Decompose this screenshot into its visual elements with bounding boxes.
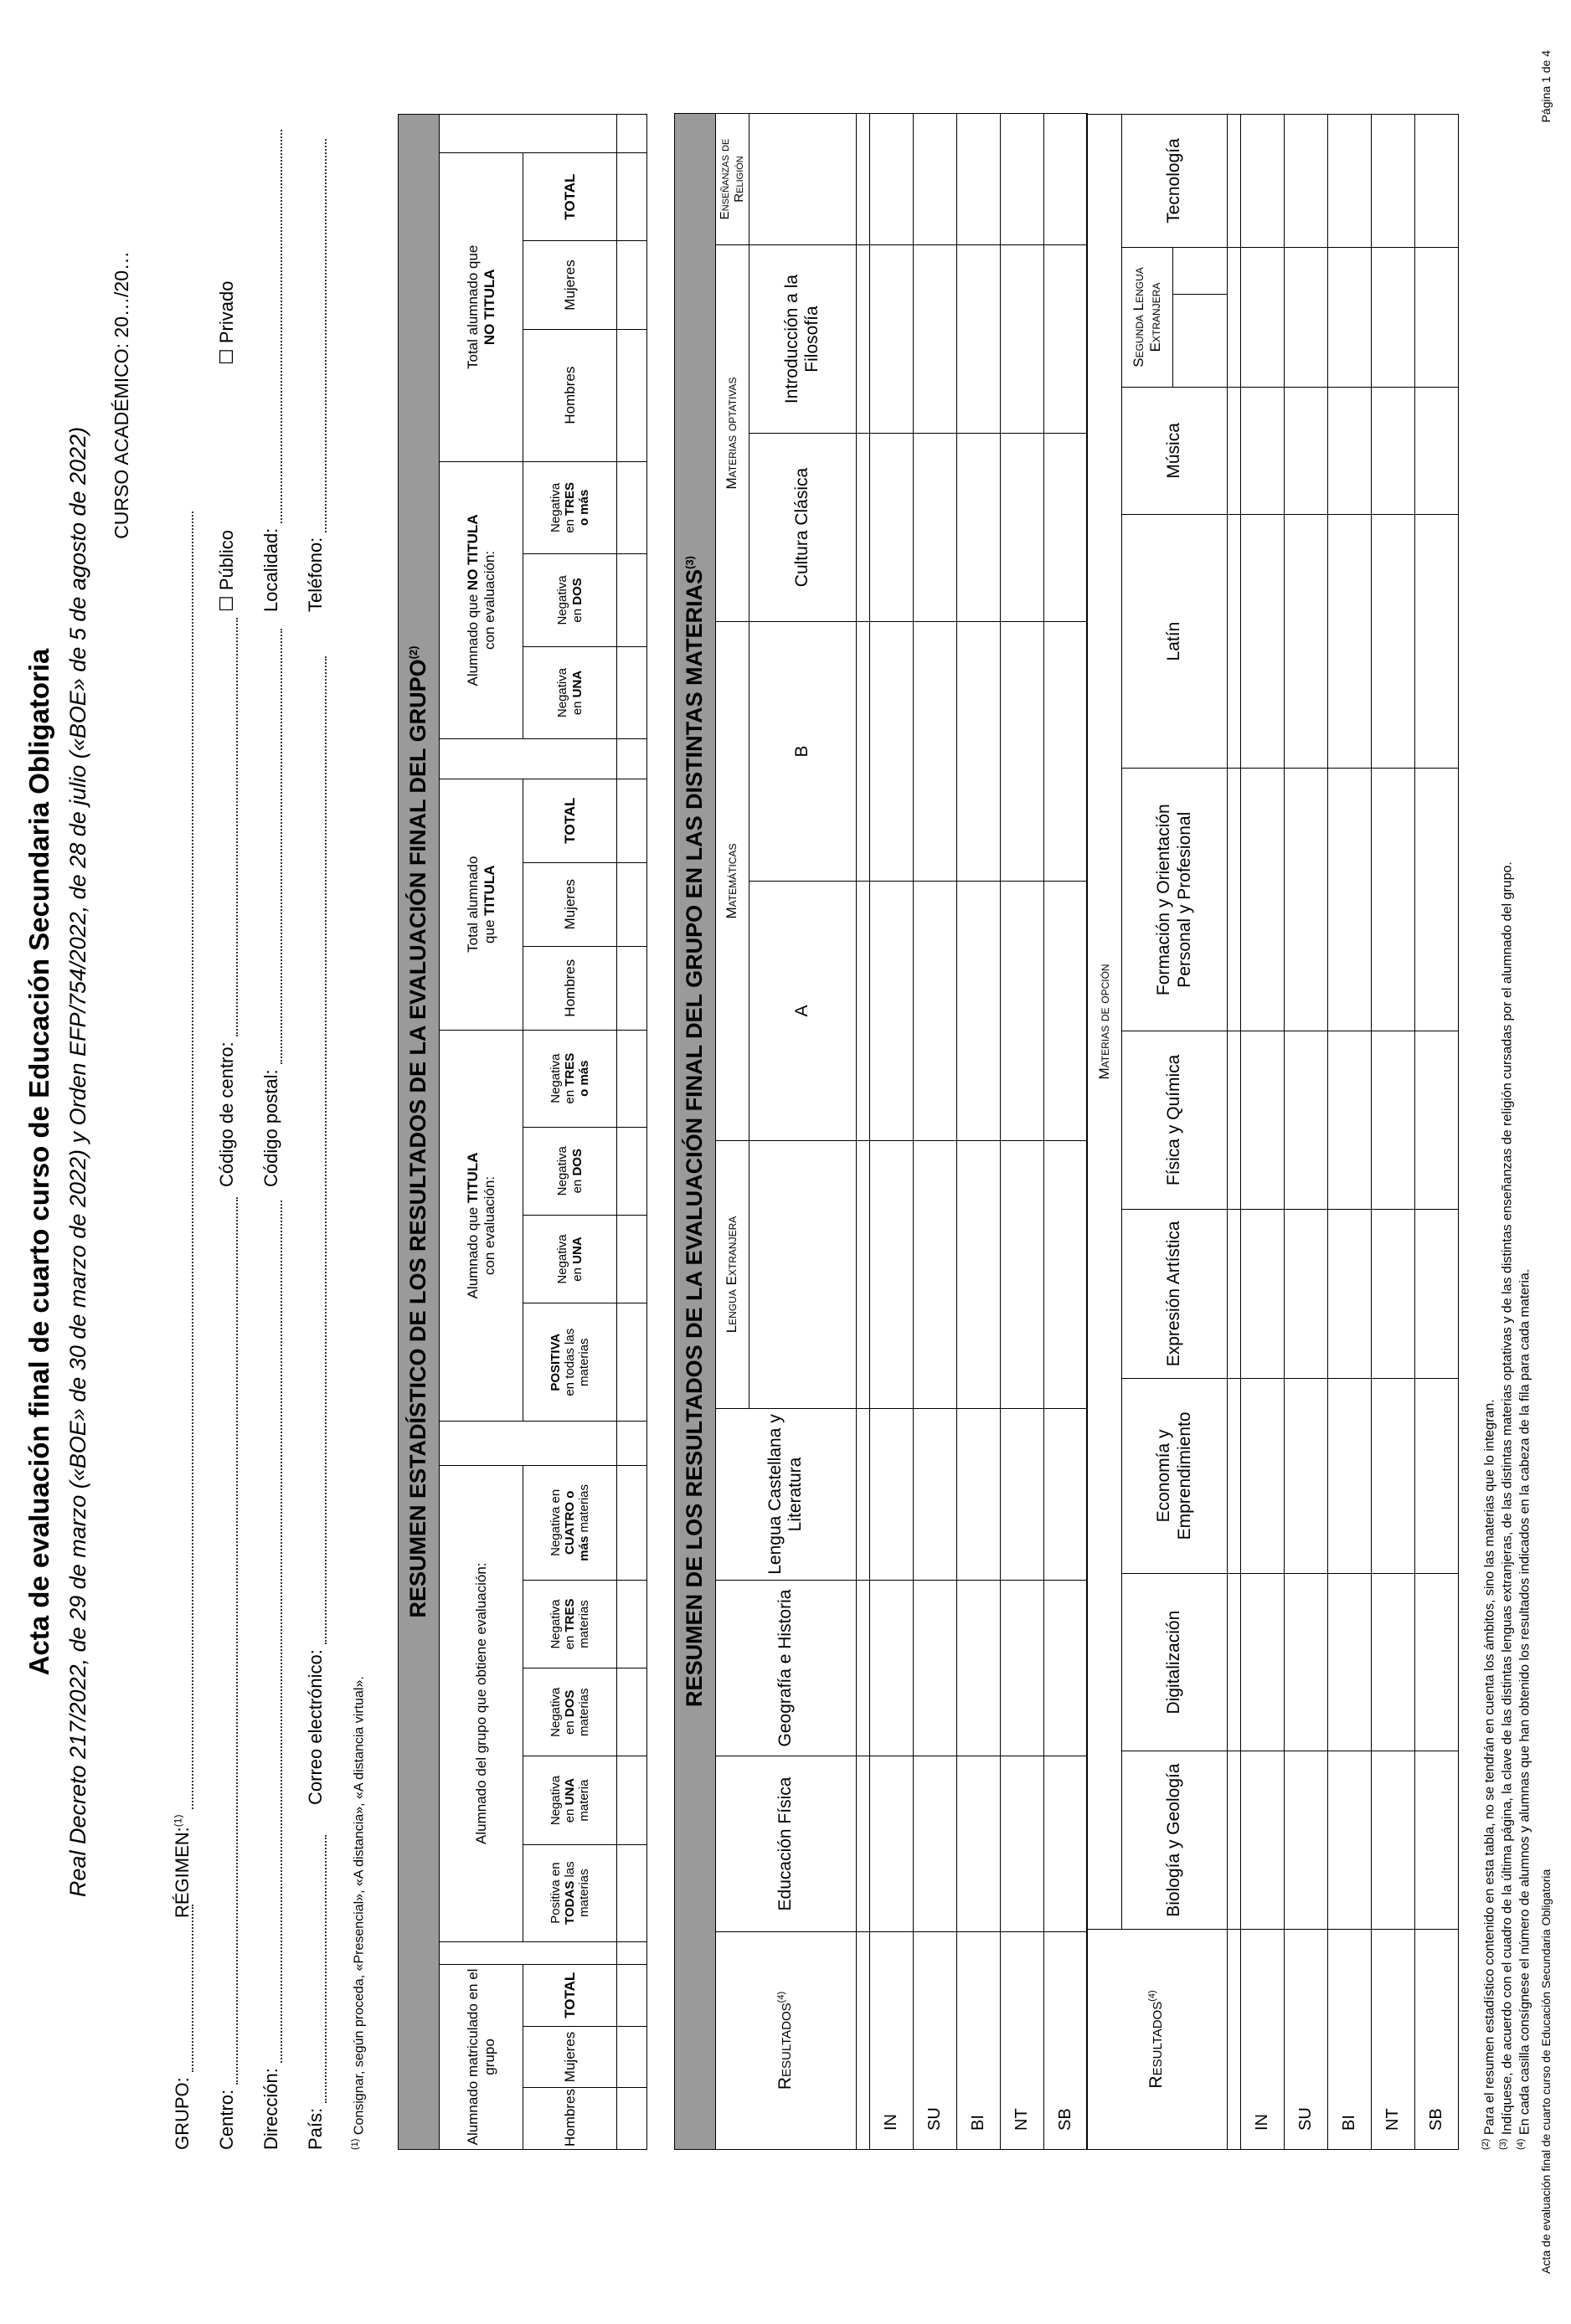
footnote-3: $^{(3)}$ Indíquese, de acuerdo con el cuadro de la última página, la clave de las distintas lenguas extranjeras, de las distintas materias optativas y de las distintas enseñanzas de religión cursadas por el alumnado del grupo. — [1497, 861, 1515, 2150]
col-notitula-mujeres: Mujeres — [523, 241, 617, 329]
note-regimen: $^{(1)}$ Consignar, según proceda, «Presencial», «A distancia», «A distancia virtual». — [350, 1676, 367, 2150]
col-positiva-todas: Positiva en TODAS las materias — [523, 1844, 617, 1941]
materias-opcion-table — [1086, 114, 1459, 2150]
publico-checkbox[interactable]: ☐ Público — [216, 530, 237, 612]
lengua-extranjera-key[interactable] — [749, 1141, 856, 1409]
tecnologia-header: Tecnología — [1122, 115, 1228, 248]
row-label-in-2: IN — [1241, 1929, 1285, 2149]
pais-field[interactable] — [305, 1835, 327, 2150]
biologia-header: Biología y Geología — [1122, 1751, 1228, 1930]
row-label-nt: NT — [1000, 1932, 1043, 2150]
page-subtitle: Real Decreto 217/2022, de 29 de marzo («BOE» de 30 de marzo de 2022) y Orden EFP/754/2022, de 28 de julio («BOE» de 5 de agosto de 2022) — [65, 426, 90, 1898]
resumen-estadistico-table — [398, 114, 647, 2150]
col-notitula-neg-dos: Negativa en DOS — [523, 554, 617, 647]
col-hombres: Hombres — [523, 2088, 617, 2150]
row-label-nt-2: NT — [1372, 1929, 1415, 2149]
musica-header: Música — [1122, 387, 1228, 514]
table3-row — [1328, 115, 1372, 2150]
page-title: Acta de evaluación final de cuarto curso de Educación Secundaria Obligatoria — [23, 648, 54, 1676]
row-label-sb-2: SB — [1415, 1929, 1459, 2149]
col-titula-neg-una: Negativa en UNA — [523, 1215, 617, 1303]
table2-title: RESUMEN DE LOS RESULTADOS DE LA EVALUACIÓN FINAL DEL GRUPO EN LAS DISTINTAS MATERIAS$^{(3)}$ — [675, 113, 716, 2149]
religion-key[interactable] — [749, 113, 856, 244]
lengua-extranjera-header: Lengua Extranjera — [716, 1141, 749, 1409]
optativas-header: Materias optativas — [716, 245, 749, 622]
matriculado-header: Alumnado matriculado en el grupo — [440, 1964, 523, 2149]
col-notitula-hombres: Hombres — [523, 329, 617, 461]
pais-label: País: — [305, 2107, 326, 2150]
col-neg-cuatro: Negativa en CUATRO o más materias — [523, 1465, 617, 1580]
matematicas-b-header: B — [749, 622, 856, 882]
table3-row — [1415, 115, 1459, 2150]
col-titula-total: TOTAL — [523, 779, 617, 862]
telefono-label: Teléfono: — [305, 537, 326, 612]
intro-filosofia-header: Introducción a la Filosofía — [749, 245, 856, 434]
col-notitula-neg-una: Negativa en UNA — [523, 646, 617, 739]
codigo-centro-label: Código de centro: — [216, 1041, 237, 1187]
footer-document-title: Acta de evaluación final de cuarto curso de Educación Secundaria Obligatoria — [1539, 1869, 1553, 2274]
table1-data-row — [617, 115, 647, 2150]
row-label-su: SU — [913, 1932, 956, 2150]
digitalizacion-header: Digitalización — [1122, 1573, 1228, 1751]
segunda-lengua-key[interactable] — [1173, 294, 1227, 387]
centro-label: Centro: — [216, 2089, 237, 2150]
table1-title: RESUMEN ESTADÍSTICO DE LOS RESULTADOS DE LA EVALUACIÓN FINAL DEL GRUPO$^{(2)}$ — [399, 115, 440, 2150]
col-notitula-total: TOTAL — [523, 153, 617, 241]
economia-header: Economía y Emprendimiento — [1122, 1379, 1228, 1574]
col-titula-neg-dos: Negativa en DOS — [523, 1127, 617, 1215]
opcion-header: Materias de opción — [1087, 115, 1122, 1930]
col-neg-tres: Negativa en TRES materias — [523, 1580, 617, 1668]
localidad-label: Localidad: — [260, 527, 281, 612]
footnotes — [1481, 141, 1533, 2150]
table2-row — [1043, 113, 1087, 2149]
fisica-quimica-header: Física y Química — [1122, 1031, 1228, 1210]
codigo-postal-field[interactable] — [260, 629, 282, 1187]
titula-header: Alumnado que TITULA con evaluación: — [440, 1030, 523, 1422]
footnote-4: $^{(4)}$ En cada casilla consígnese el número de alumnos y alumnas que han obtenido los resultados indicados en la cabeza de la fila para cada materia. — [1515, 1268, 1532, 2150]
total-titula-header: Total alumnado que TITULA — [440, 779, 523, 1030]
row-label-su-2: SU — [1285, 1929, 1328, 2149]
total-no-titula-header: Total alumnado que NO TITULA — [440, 153, 523, 462]
latin-header: Latín — [1122, 514, 1228, 769]
resultados-header-2: Resultados$^{(4)}$ — [1087, 1929, 1228, 2149]
col-titula-mujeres: Mujeres — [523, 862, 617, 946]
table2-row — [913, 113, 956, 2149]
no-titula-header: Alumnado que NO TITULA con evaluación: — [440, 461, 523, 739]
codigo-centro-field[interactable] — [216, 618, 238, 1187]
matematicas-a-header: A — [749, 882, 856, 1141]
religion-header: Enseñanzas de Religión — [716, 113, 749, 244]
resultados-materias-table — [674, 113, 1088, 2150]
col-total: TOTAL — [523, 1964, 617, 2026]
privado-checkbox[interactable]: ☐ Privado — [216, 280, 237, 365]
codigo-postal-label: Código postal: — [260, 1069, 281, 1187]
formacion-orientacion-header: Formación y Orientación Personal y Profesional — [1122, 769, 1228, 1031]
correo-label: Correo electrónico: — [305, 1649, 326, 1805]
regimen-field[interactable]: RÉGIMEN:$^{(1)}$ — [172, 512, 193, 1918]
col-titula-hombres: Hombres — [523, 946, 617, 1030]
row-label-in: IN — [869, 1932, 913, 2150]
page-number: Página 1 de 4 — [1539, 50, 1553, 123]
regimen-label: RÉGIMEN: — [172, 1827, 193, 1918]
matematicas-header: Matemáticas — [716, 622, 749, 1141]
col-titula-neg-tres: Negativa en TRES o más — [523, 1030, 617, 1127]
localidad-field[interactable] — [260, 130, 282, 612]
lengua-castellana-header: Lengua Castellana y Literatura — [716, 1409, 857, 1581]
educacion-fisica-header: Educación Física — [716, 1756, 857, 1932]
table2-row — [1000, 113, 1043, 2149]
row-label-sb: SB — [1043, 1932, 1087, 2150]
correo-field[interactable] — [305, 656, 327, 1805]
centro-field[interactable] — [216, 1197, 238, 2150]
grupo-field[interactable] — [172, 1905, 193, 2150]
curso-academico: CURSO ACADÉMICO: 20…/20… — [111, 251, 132, 539]
table2-row — [869, 113, 913, 2149]
grupo-label: GRUPO: — [172, 2077, 193, 2150]
resultados-header: Resultados$^{(4)}$ — [716, 1932, 857, 2150]
geografia-header: Geografía e Historia — [716, 1581, 857, 1756]
col-notitula-neg-tres: Negativa en TRES o más — [523, 461, 617, 554]
col-neg-una: Negativa en UNA materia — [523, 1756, 617, 1844]
direccion-label: Dirección: — [260, 2068, 281, 2150]
table3-row — [1285, 115, 1328, 2150]
row-label-bi: BI — [956, 1932, 1000, 2150]
table3-row — [1372, 115, 1415, 2150]
cultura-clasica-header: Cultura Clásica — [749, 434, 856, 622]
col-neg-dos: Negativa en DOS materias — [523, 1668, 617, 1756]
segunda-lengua-header: Segunda Lengua Extranjera — [1122, 248, 1228, 388]
obtiene-header: Alumnado del grupo que obtiene evaluación: — [440, 1465, 523, 1941]
col-positiva-todas-titula: POSITIVA en todas las materias — [523, 1303, 617, 1422]
col-mujeres: Mujeres — [523, 2026, 617, 2088]
footnote-2: $^{(2)}$ Para el resumen estadístico contenido en esta tabla, no se tendrán en cuenta los ámbitos, sino las materias que lo integran. — [1481, 1399, 1497, 2150]
table2-row — [956, 113, 1000, 2149]
table3-row — [1241, 115, 1285, 2150]
row-label-bi-2: BI — [1328, 1929, 1372, 2149]
telefono-field[interactable] — [305, 139, 327, 612]
direccion-field[interactable] — [260, 1201, 282, 2150]
expresion-artistica-header: Expresión Artística — [1122, 1209, 1228, 1378]
